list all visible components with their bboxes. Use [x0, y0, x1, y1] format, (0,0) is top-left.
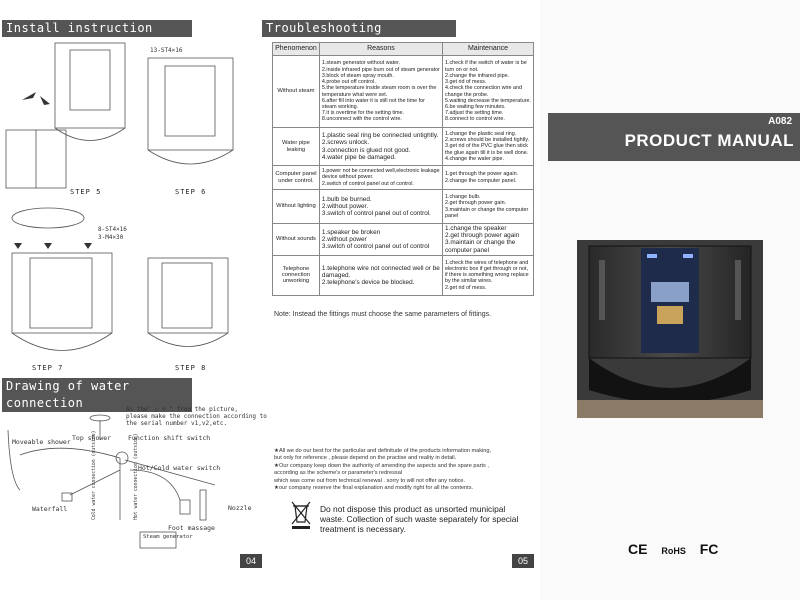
cell-line: 1.plastic seal ring be connected untightly. — [321, 132, 439, 140]
table-row — [273, 190, 534, 224]
table-row — [273, 255, 534, 295]
cell-line: 6.after fill into water it is still not the time for — [321, 97, 425, 104]
cell-line: 6.be waiting few minutes. — [444, 103, 506, 110]
disclaimer-line: ★All we do our best for the particular and definitude of the products information making, — [274, 448, 492, 454]
cell-line: 3.get rid of mess. — [444, 79, 487, 86]
cell-line: change the probe. — [444, 91, 489, 98]
disposal-line: Do not dispose this product as unsorted municipal — [320, 504, 506, 514]
disposal-line: treatment is necessary. — [320, 524, 406, 534]
reasons-cell — [319, 56, 442, 128]
cell-line: 1.power not be connected well,electronic leakage — [321, 168, 440, 175]
cell-line: panel — [444, 212, 459, 219]
cell-line: 2.telephone's device be blocked. — [321, 278, 415, 286]
install-diagrams — [0, 38, 260, 378]
arrow-down-icon — [14, 243, 22, 249]
reasons-cell — [319, 255, 442, 295]
cell-line: 2.without power — [321, 235, 367, 243]
reasons-cell — [319, 166, 442, 190]
cell-line: 2.inside infrared pipe burn out of steam generator — [321, 66, 440, 73]
cell-line: 3.maintain or change the computer — [444, 206, 529, 213]
cell-line: turn on or not. — [444, 66, 479, 73]
product-photo — [577, 240, 763, 418]
cell-line: 1.steam generator without water. — [321, 60, 401, 67]
water-note-line-2: please make the connection according to — [126, 413, 267, 420]
page-number-04: 04 — [240, 554, 262, 568]
cell-line: if there is something wrong replace — [444, 272, 529, 279]
right-page — [540, 0, 800, 600]
cell-line: 2.switch of control panel out of control. — [321, 180, 414, 187]
screw-spec-1: 13-ST4×16 — [150, 47, 183, 54]
top-shower-label: Top shower — [72, 434, 112, 442]
cell-line: 1.check the wires of telephone and — [444, 259, 529, 266]
function-switch-diagram — [116, 452, 128, 464]
arrow-icon — [40, 96, 50, 105]
certification-marks — [628, 541, 728, 557]
cell-line: the glue again till it is be well done. — [444, 149, 529, 156]
cell-line: by the similar wires. — [444, 278, 493, 285]
table-row — [273, 166, 534, 190]
table-header-row — [273, 43, 534, 56]
disposal-notice — [320, 504, 530, 534]
cell-line: 1.telephone wire not connected well or be — [321, 264, 440, 272]
maintenance-cell — [442, 255, 533, 295]
nozzle-diagram — [200, 490, 206, 520]
troubleshooting-header: Troubleshooting — [262, 20, 456, 37]
maintenance-cell — [442, 190, 533, 224]
phenomenon-cell: Without steam — [273, 56, 320, 128]
cell-line: 3.get rid of the PVC glue then stick — [444, 143, 528, 150]
phenomenon-cell: Water pipe leaking — [273, 128, 320, 166]
water-note-line-1: As the" ○ ® " from the picture, — [126, 406, 238, 413]
disclaimer — [274, 448, 536, 492]
cell-line: 3.block of steam spray mouth. — [321, 72, 394, 79]
product-banner — [548, 113, 800, 161]
cell-line: 1.change bulb. — [444, 194, 481, 201]
cell-line: 5.the temperature inside steam room is over the — [321, 85, 437, 92]
arrow-icon — [22, 92, 36, 100]
reasons-cell — [319, 128, 442, 166]
water-connection-header: Drawing of water connection — [2, 378, 192, 412]
disclaimer-line: which was come out from technical renewal . sorry to will not offer any notice. — [274, 477, 466, 484]
table-row — [273, 224, 534, 256]
column-header: Reasons — [319, 43, 442, 56]
step-6-label: STEP 6 — [175, 188, 207, 196]
cell-line: 2.get through power again — [444, 232, 520, 240]
cell-line: 5.waiting decrease the temperature. — [444, 97, 531, 104]
cell-line: temperature what were set. — [321, 91, 388, 98]
cell-line: device without power. — [321, 174, 374, 181]
step5-cabin-diagram — [55, 43, 125, 128]
water-connection-diagram — [0, 400, 260, 550]
hot-cold-switch-label: Hot/Cold water switch — [138, 464, 221, 472]
screw-spec-3: 3-M4×30 — [98, 234, 124, 241]
cell-line: damaged. — [321, 271, 351, 279]
cell-line: 8.connect to control wire. — [444, 116, 505, 123]
middle-page — [262, 0, 537, 600]
table-row — [273, 128, 534, 166]
maintenance-cell — [442, 224, 533, 256]
ce-mark: CE — [628, 541, 648, 557]
cell-line: 7.adjust the setting time. — [444, 110, 504, 117]
arrow-down-icon — [44, 243, 52, 249]
cell-line: 1.change the speaker — [444, 225, 507, 232]
step-8-label: STEP 8 — [175, 364, 207, 372]
cell-line: 2.change the computer panel. — [444, 177, 517, 184]
disposal-line: waste. Collection of such waste separately for special — [320, 514, 519, 524]
maintenance-cell — [442, 166, 533, 190]
foot-massage-diagram — [180, 500, 190, 514]
step-5-label: STEP 5 — [70, 188, 102, 196]
cell-line: 1.get through the power again. — [444, 171, 519, 178]
moveable-shower-label: Moveable shower — [12, 438, 71, 446]
cell-line: 2.get through power gain. — [444, 200, 507, 207]
column-header: Phenomenon — [273, 43, 320, 56]
cold-water-inlet-label: Cold water connection (outside) — [92, 430, 97, 520]
model-number: A082 — [768, 116, 792, 127]
cell-line: 4.check the connection wire and — [444, 85, 522, 92]
cell-line: 3.connection is glued not good. — [321, 146, 411, 154]
cell-line: 1.change the plastic seal ring. — [444, 130, 517, 137]
disclaimer-line: ★our company reserve the final explanation and modify right for all the contents. — [274, 485, 474, 492]
step7-roof-diagram — [12, 208, 84, 228]
cell-line: computer panel — [444, 246, 490, 254]
cell-line: 1.speaker be broken — [321, 228, 381, 236]
install-instruction-header: Install instruction — [2, 20, 192, 37]
fc-mark: FC — [699, 541, 719, 557]
column-header: Maintenance — [442, 43, 533, 56]
phenomenon-cell: Computer panel under control. — [273, 166, 320, 190]
cell-line: 3.switch of control panel out of control — [321, 243, 430, 250]
reasons-cell — [319, 190, 442, 224]
cell-line: 2.get rid of mess. — [444, 284, 487, 291]
steam-generator-label: Steam generator — [143, 534, 193, 540]
cell-line: steam working. — [321, 103, 359, 110]
maintenance-cell — [442, 56, 533, 128]
waterfall-diagram — [62, 493, 72, 501]
disclaimer-line: ★Our company keep down the authority of amending the aspects and the spare parts , — [274, 462, 489, 469]
step-7-label: STEP 7 — [32, 364, 64, 372]
phenomenon-cell: Without sounds — [273, 224, 320, 256]
cell-line: 3.maintain or change the — [444, 239, 516, 247]
nozzle-label: Nozzle — [228, 504, 252, 512]
cell-line: 1.check if the switch of water is be — [444, 60, 527, 67]
table-row — [273, 56, 534, 128]
disclaimer-line: according as the scheme's or parameter's redressal — [274, 470, 403, 477]
product-manual-title: PRODUCT MANUAL — [624, 131, 794, 150]
foot-massage-label: Foot massage — [168, 524, 215, 532]
step7-cabin-diagram — [12, 253, 112, 333]
function-switch-label: Function shift switch — [128, 434, 211, 442]
cell-line: 2.change the infrared pipe. — [444, 72, 510, 79]
cell-line: electronic box if get through or not, — [444, 266, 528, 272]
screw-spec-2: 8-ST4×16 — [98, 226, 127, 233]
step8-cabin-diagram — [148, 258, 228, 333]
rohs-mark: RoHS — [661, 546, 686, 556]
cell-line: 2.without power. — [321, 202, 369, 210]
cell-line: 1.bulb be burned. — [321, 195, 372, 203]
shower-cabin-image — [577, 240, 763, 418]
phenomenon-cell: Telephone connection unworking — [273, 255, 320, 295]
crossed-bin-icon — [290, 500, 312, 530]
disclaimer-line: but only for reference , please depend on the practise and reality in detail. — [274, 455, 457, 462]
reasons-cell — [319, 224, 442, 256]
cell-line: 3.switch of control panel out of control. — [321, 210, 431, 218]
cell-line: 8.unconnect with the control wire. — [321, 116, 402, 123]
cell-line: 4.change the water pipe. — [444, 155, 505, 162]
cell-line: 2.screws unlock. — [321, 139, 370, 147]
cell-line: 2.screws should be installed tightly. — [444, 137, 530, 144]
cell-line: 4.water pipe be damaged. — [321, 153, 396, 161]
cell-line: 4.probe out off control. — [321, 79, 376, 86]
left-page — [0, 0, 267, 600]
arrow-down-icon — [84, 243, 92, 249]
maintenance-cell — [442, 128, 533, 166]
page-number-05: 05 — [512, 554, 534, 568]
cell-line: 7.it is overtime for the setting time. — [321, 110, 404, 117]
water-note-line-3: the serial number v1,v2,etc. — [126, 420, 228, 427]
troubleshooting-table — [272, 42, 534, 296]
phenomenon-cell: Without lighting — [273, 190, 320, 224]
fittings-note: Note: Instead the fittings must choose the same parameters of fittings. — [274, 311, 492, 318]
hot-water-inlet-label: Hot water connection (outside) — [134, 433, 139, 520]
waterfall-label: Waterfall — [32, 505, 68, 513]
